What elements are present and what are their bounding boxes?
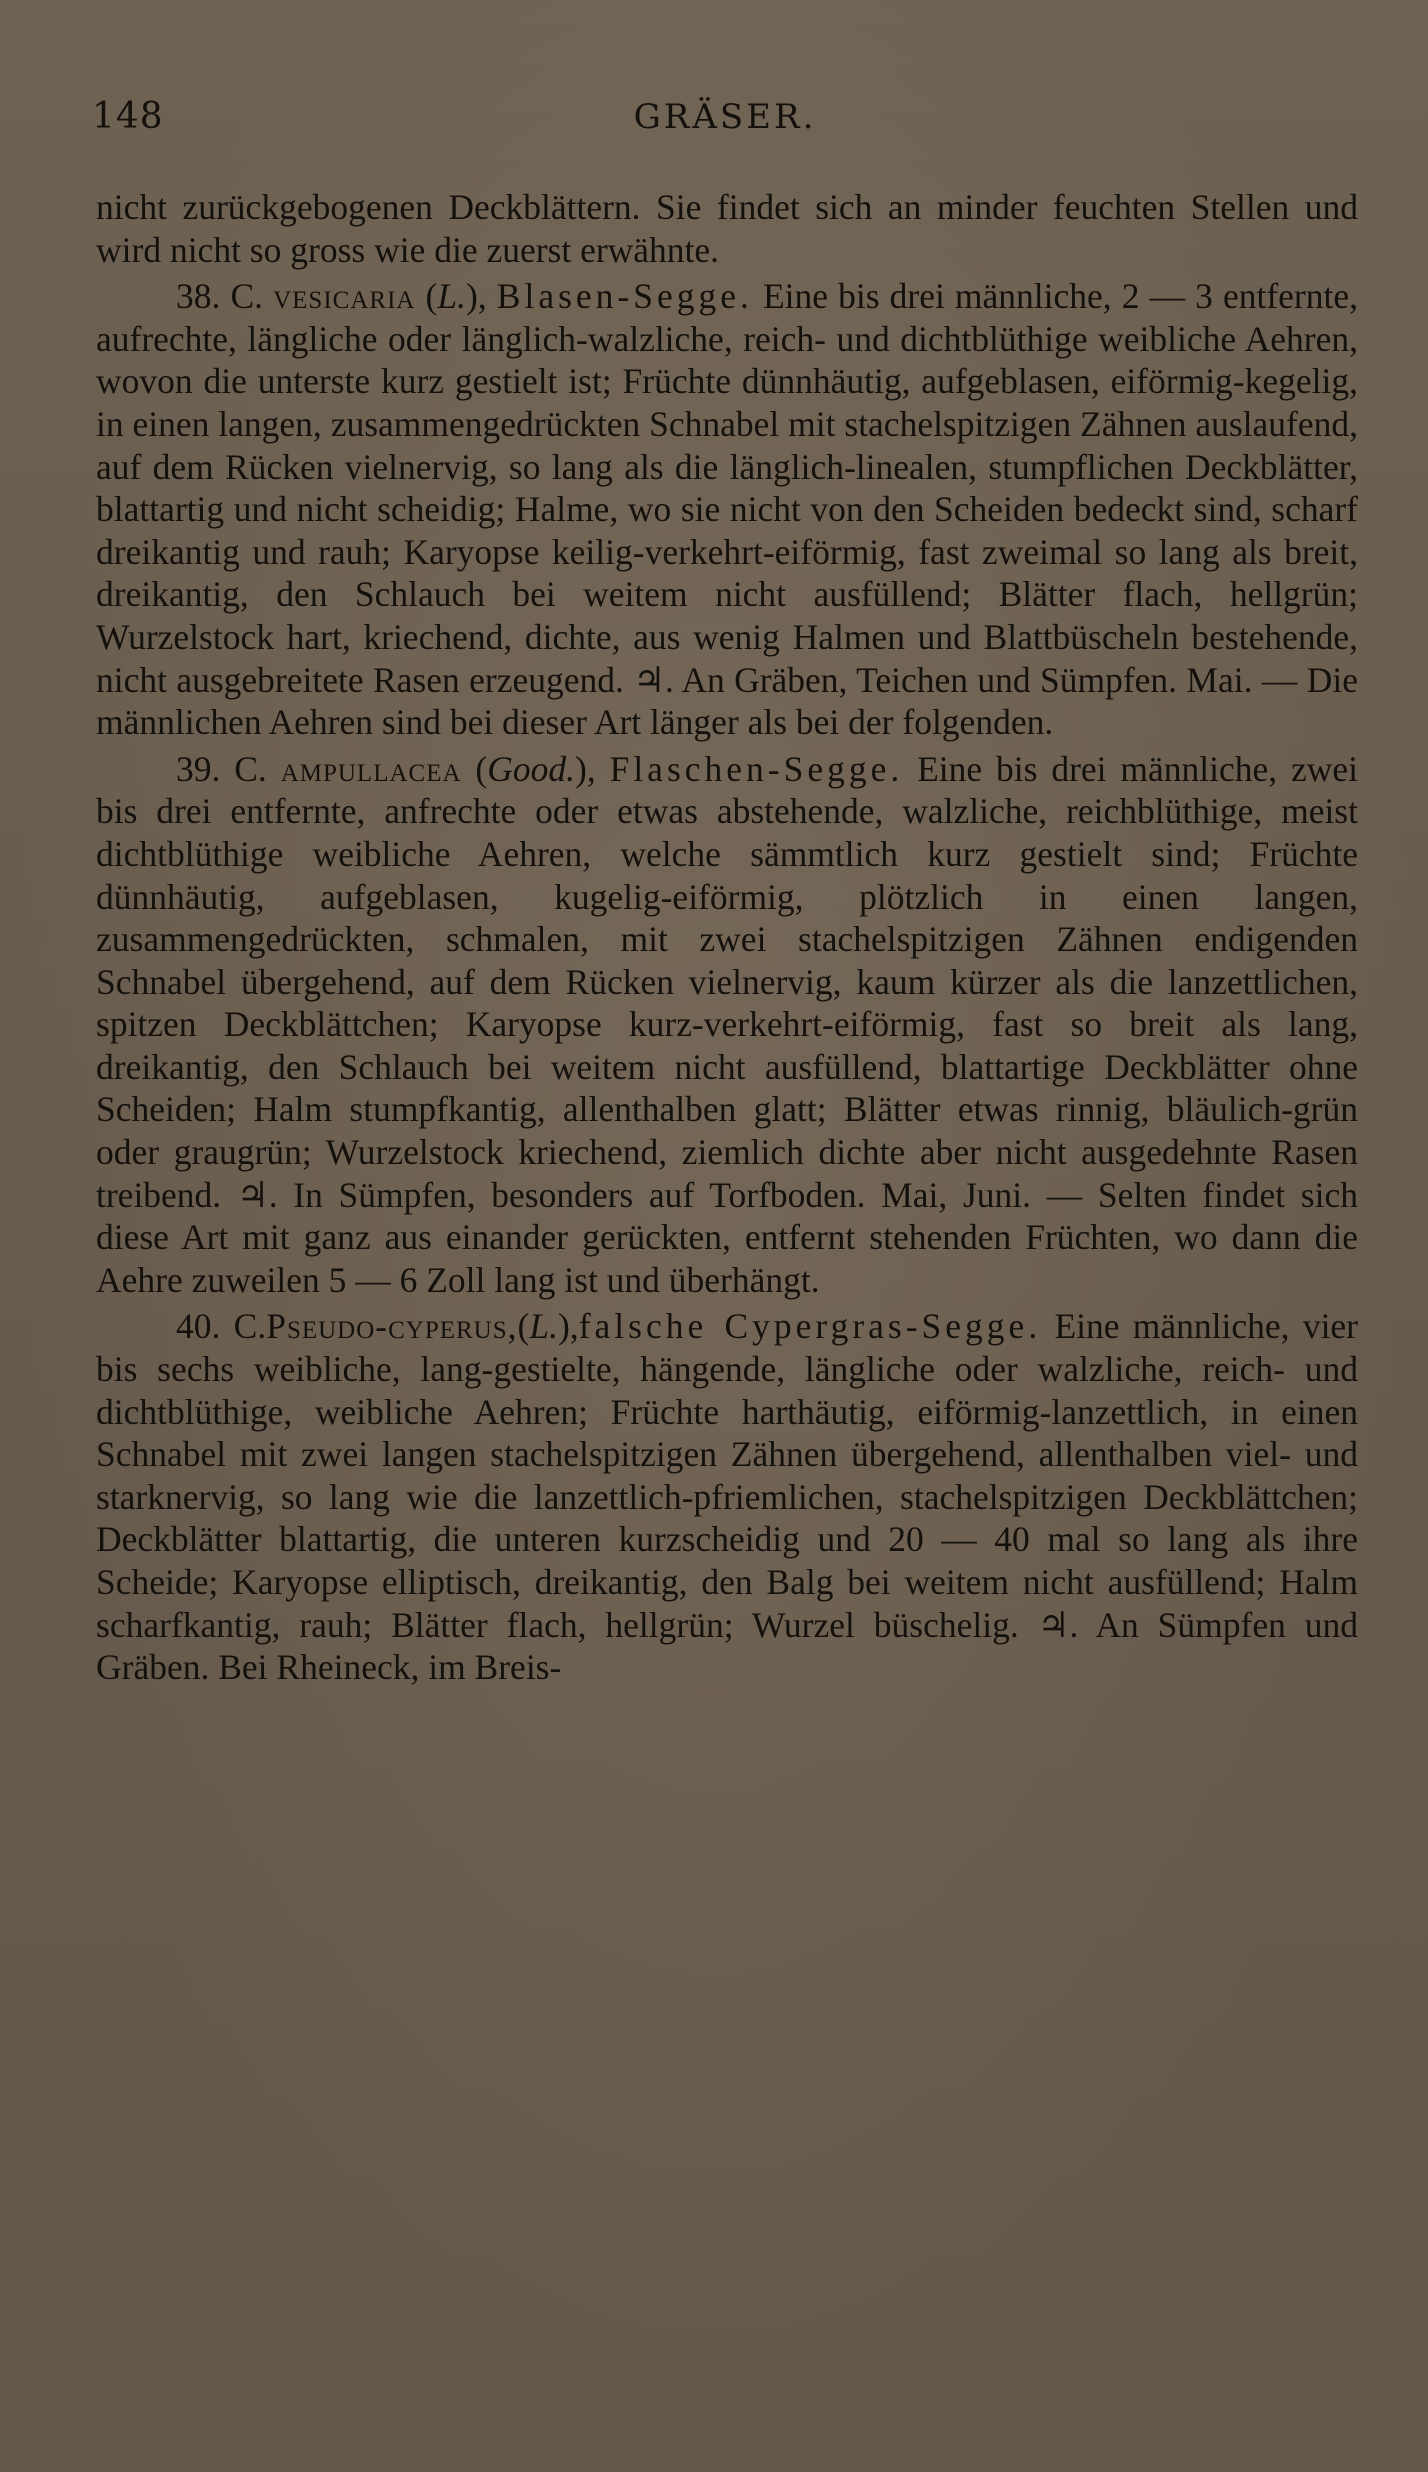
running-head [92, 92, 1358, 142]
species-entry-39 [96, 748, 1358, 1302]
author-abbrev: L. [437, 276, 466, 317]
author-open: ( [475, 748, 488, 789]
species-entry-38 [96, 275, 1358, 744]
author-abbrev: L. [529, 1306, 558, 1347]
page-number: 148 [92, 96, 164, 137]
species-entry-40 [96, 1305, 1358, 1688]
entry-description: Eine männliche, vier bis sechs weibliche, lang-gestielte, hängende, längliche oder walzliche, reich- und dichtblüthige, weibliche Aehren; Früchte harthäutig, eiförmig-lanzettlich, in einen Schnabel mit zwei langen stachelspitzigen Zähnen übergehend, allenthalben viel- und starknervig, so lang wie die lanzettlich-pfriemlichen, stachelspitzigen Deckblättchen; Deckblätter blattartig, die unteren kurzscheidig und 20 — 40 mal so lang als ihre Scheide; Karyopse elliptisch, dreikantig, den Balg bei weitem nicht ausfüllend; Halm scharfkantig, rauh; Blätter flach, hellgrün; Wurzel büschelig. ♃. An Sümpfen und Gräben. Bei Rheineck, im Breis- [96, 1306, 1359, 1688]
author-close: ), [575, 748, 596, 789]
author-close: ), [557, 1306, 579, 1347]
species-name: vesicaria [273, 276, 416, 317]
body-text [96, 186, 1358, 1689]
common-name: falsche Cypergras-Segge. [578, 1306, 1042, 1347]
section-title: GRÄSER. [633, 97, 817, 137]
continuation-paragraph [96, 186, 1358, 271]
species-name: ampullacea [280, 748, 462, 789]
author-abbrev: Good. [487, 748, 575, 789]
entry-description: Eine bis drei männliche, 2 — 3 entfernte, aufrechte, längliche oder länglich-walzliche, reich- und dichtblüthige weibliche Aehren, wovon die unterste kurz gestielt ist; Früchte dünnhäutig, aufgeblasen, eiförmig-kegelig, in einen langen, zusammengedrückten Schnabel mit stachelspitzigen Zähnen auslaufend, auf dem Rücken vielnervig, so lang als die länglich-linealen, stumpflichen Deckblätter, blattartig und nicht scheidig; Halme, wo sie nicht von den Scheiden bedeckt sind, scharf dreikantig und rauh; Karyopse keilig-verkehrt-eiförmig, fast zweimal so lang als breit, dreikantig, den Schlauch bei weitem nicht ausfüllend; Blätter flach, hellgrün; Wurzelstock hart, kriechend, dichte, aus wenig Halmen und Blattbüscheln bestehende, nicht ausgebreitete Rasen erzeugend. ♃. An Gräben, Teichen und Sümpfen. Mai. — Die männlichen Aehren sind bei dieser Art länger als bei der folgenden. [96, 276, 1359, 743]
entry-number: 40. C. [176, 1306, 267, 1347]
common-name: Blasen-Segge. [496, 276, 753, 317]
author-open: ( [517, 1306, 530, 1347]
entry-number: 38. C. [176, 276, 264, 317]
continuation-text: nicht zurückgebogenen Deckblättern. Sie findet sich an minder feuchten Stellen und wird nicht so gross wie die zuerst erwähnte. [96, 187, 1358, 270]
species-name: Pseudo-cyperus, [266, 1306, 518, 1347]
common-name: Flaschen-Segge. [609, 748, 904, 789]
entry-description: Eine bis drei männliche, zwei bis drei entfernte, anfrechte oder etwas abstehende, walzliche, reichblüthige, meist dichtblüthige weibliche Aehren, welche sämmtlich kurz gestielt sind; Früchte dünnhäutig, aufgeblasen, kugelig-eiförmig, plötzlich in einen langen, zusammengedrückten, schmalen, mit zwei stachelspitzigen Zähnen endigenden Schnabel übergehend, auf dem Rücken vielnervig, kaum kürzer als die lanzettlichen, spitzen Deckblättchen; Karyopse kurz-verkehrt-eiförmig, fast so breit als lang, dreikantig, den Schlauch bei weitem nicht ausfüllend, blattartige Deckblätter ohne Scheiden; Halm stumpfkantig, allenthalben glatt; Blätter etwas rinnig, bläulich-grün oder graugrün; Wurzelstock kriechend, ziemlich dichte aber nicht ausgedehnte Rasen treibend. ♃. In Sümpfen, besonders auf Torfboden. Mai, Juni. — Selten findet sich diese Art mit ganz aus einander gerückten, entfernt stehenden Früchten, wo dann die Aehre zuweilen 5 — 6 Zoll lang ist und überhängt. [96, 748, 1359, 1300]
author-close: ), [466, 276, 487, 317]
entry-number: 39. C. [176, 748, 267, 789]
author-open: ( [425, 276, 438, 317]
